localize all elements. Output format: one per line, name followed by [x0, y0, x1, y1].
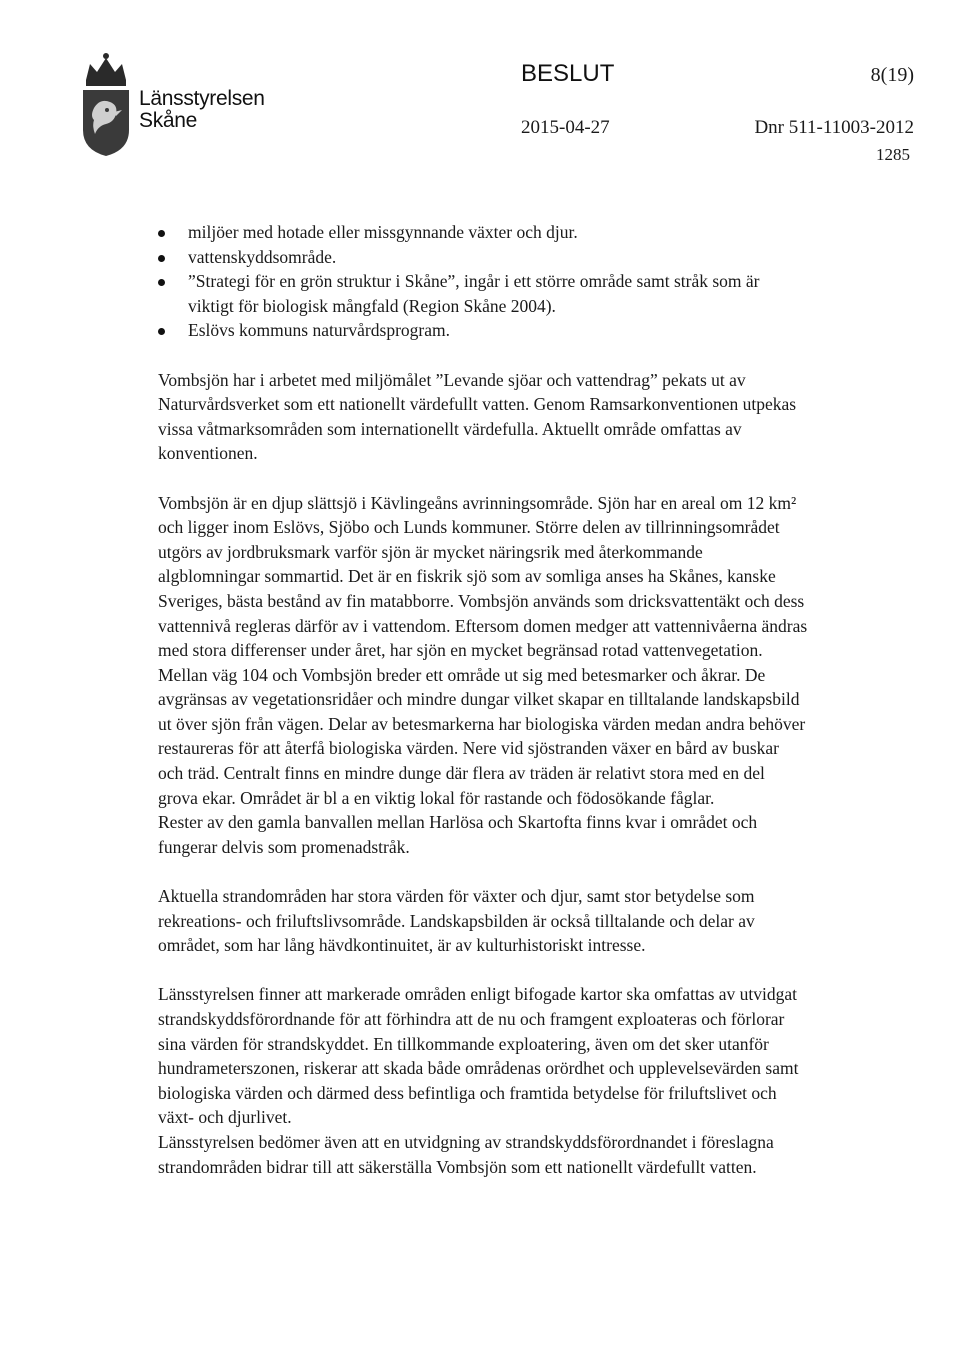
paragraph-values: Aktuella strandområden har stora värden för växter och djur, samt stor betydelse som rekreations- och friluftslivsområde. Landskapsbilden är också tilltalande och delar av området, som har lång hävdkontinuitet, är av kulturhistoriskt intresse.	[158, 886, 755, 956]
bullet-icon	[158, 328, 165, 335]
list-item-text: miljöer med hotade eller missgynnande växter och djur.	[188, 222, 578, 242]
organization-name-line1: Länsstyrelsen	[139, 87, 265, 110]
bullet-icon	[158, 230, 165, 237]
list-item-text: Eslövs kommuns naturvårdsprogram.	[188, 320, 450, 341]
organization-name-line2: Skåne	[139, 109, 198, 132]
list-item-text: vattenskyddsområde.	[188, 246, 337, 267]
page-number: 8(19)	[870, 64, 914, 86]
bullet-list	[158, 220, 808, 343]
paragraph-decision: Länsstyrelsen finner att markerade områden enligt bifogade kartor ska omfattas av utvidgat strandskyddsförordnande för att förhindra att de nu och framgent exploateras och förlorar sina värden för strandskyddet. En tillkommande exploatering, även om det sker utanför hundrameterszonen, riskerar att skada både områdenas orördhet och upplevelsevärden samt biologiska värden och därmed dess befintliga och framtida betydelse för friluftslivet och växt- och djurlivet.	[158, 984, 799, 1128]
diary-number: Dnr 511-11003-2012	[754, 117, 914, 138]
document-date: 2015-04-27	[521, 117, 610, 138]
document-body	[158, 220, 808, 1179]
organization-name	[139, 88, 265, 132]
list-item-text: ”Strategi för en grön struktur i Skåne”, ingår i ett större område samt stråk som är viktigt för biologisk mångfald (Region Skåne 2004).	[188, 271, 760, 316]
paragraph-lake-description: Vombsjön är en djup slättsjö i Kävlingeåns avrinningsområde. Sjön har en areal om 12 km² och ligger inom Eslövs, Sjöbo och Lunds kommuner. Större delen av tillrinningsområdet utgörs av jordbruksmark varför sjön är mycket näringsrik med återkommande algblomningar sommartid. Det är en fiskrik sjö som av somliga anses ha Skånes, kanske Sveriges, bästa bestånd av fin matabborre. Vombsjön används som dricksvattentäkt och dess vattennivå regleras därför av i vattendom. Eftersom domen medger att vattennivåerna ändras med stora differenser under året, har sjön en mycket begränsad rotad vattenvegetation.	[158, 492, 808, 661]
list-item	[158, 220, 808, 245]
bullet-icon	[158, 255, 165, 262]
list-item	[158, 318, 808, 343]
document-type: BESLUT	[521, 60, 615, 87]
bullet-icon	[158, 279, 165, 286]
coat-of-arms-icon	[80, 50, 132, 158]
paragraph-ramsar: Vombsjön har i arbetet med miljömålet ”Levande sjöar och vattendrag” pekats ut av Naturvårdsverket som ett nationellt värdefullt vatten. Genom Ramsarkonventionen utpekas vissa våtmarksområden som internationellt värdefulla. Aktuellt område omfattas av konventionen.	[158, 369, 797, 464]
paragraph-assessment: Länsstyrelsen bedömer även att en utvidgning av strandskyddsförordnandet i föreslagna strandområden bidrar till att säkerställa Vombsjön som ett nationellt värdefullt vatten.	[158, 1131, 774, 1177]
list-item	[158, 269, 808, 318]
sub-number: 1285	[876, 145, 910, 164]
paragraph-railway-remains: Rester av den gamla banvallen mellan Harlösa och Skartofta finns kvar i området och fungerar delvis som promenadstråk.	[158, 812, 758, 857]
paragraph-pastures: Mellan väg 104 och Vombsjön breder ett område ut sig med betesmarker och åkrar. De avgränsas av vegetationsridåer och mindre dungar vilket skapar en tilltalande landskapsbild ut över sjön från vägen. Delar av betesmarkerna har biologiska värden medan andra behöver restaureras för att återfå biologiska värden. Nere vid sjöstranden växer en bård av buskar och träd. Centralt finns en mindre dunge där flera av träden är relativt stora med en del grova ekar. Området är bl a en viktig lokal för rastande och födosökande fåglar.	[158, 664, 806, 808]
list-item	[158, 245, 808, 270]
